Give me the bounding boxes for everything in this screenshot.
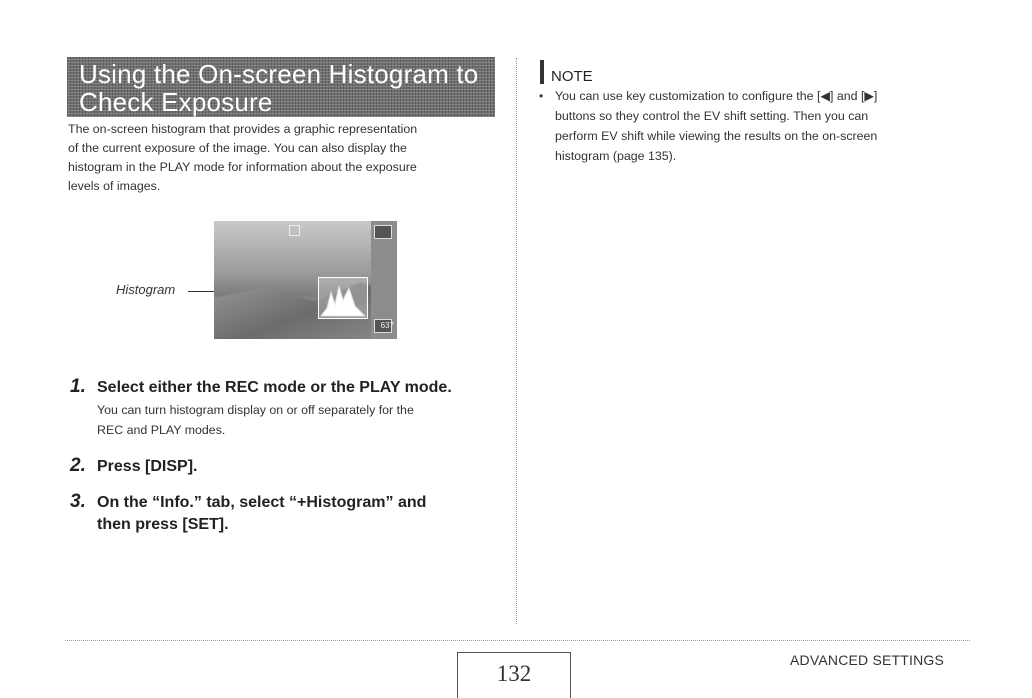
note-line: You can use key customization to configure the [◀] and [▶]	[555, 89, 878, 103]
landscape-image	[214, 276, 397, 339]
step-number: 1.	[70, 376, 86, 397]
histogram-graph	[319, 278, 367, 318]
footer-section-name: ADVANCED SETTINGS	[790, 652, 945, 668]
intro-paragraph	[68, 120, 498, 196]
note-line: buttons so they control the EV shift setting. Then you can	[555, 109, 869, 123]
step-heading	[97, 492, 507, 536]
note-body	[539, 86, 975, 166]
section-title-banner	[67, 57, 495, 117]
footer-divider	[65, 640, 970, 641]
section-title	[79, 60, 495, 116]
intro-line: of the current exposure of the image. You can also display the	[68, 141, 407, 155]
step-heading-line1: On the “Info.” tab, select “+Histogram” and	[97, 494, 427, 511]
step-body	[97, 400, 497, 440]
camera-screen-figure	[116, 221, 401, 339]
note-line: perform EV shift while viewing the results on the on-screen	[555, 129, 878, 143]
note-title: NOTE	[551, 68, 593, 85]
step-number: 2.	[70, 455, 86, 476]
page-number: 132	[457, 652, 571, 698]
image-size-icon	[374, 225, 392, 239]
step-heading-line2: then press [SET].	[97, 516, 229, 533]
intro-line: levels of images.	[68, 179, 161, 193]
step-body-line: You can turn histogram display on or off separately for the	[97, 403, 414, 417]
focus-frame-icon	[289, 225, 300, 236]
intro-line: The on-screen histogram that provides a graphic representation	[68, 122, 418, 136]
step-body-line: REC and PLAY modes.	[97, 423, 226, 437]
step-heading: Press [DISP].	[97, 458, 198, 475]
camera-screen-image	[214, 221, 397, 339]
section-title-line1: Using the On-screen Histogram to	[79, 59, 479, 89]
note-line: histogram (page 135).	[555, 149, 677, 163]
bullet-icon: •	[539, 89, 544, 103]
section-title-line2: Check Exposure	[79, 87, 273, 117]
note-marker-bar	[540, 60, 544, 84]
shots-remaining-counter: 637	[380, 321, 394, 330]
step-heading: Select either the REC mode or the PLAY mode.	[97, 379, 452, 396]
intro-line: histogram in the PLAY mode for information about the exposure	[68, 160, 417, 174]
histogram-callout-label: Histogram	[116, 282, 176, 297]
column-divider	[516, 58, 517, 624]
step-number: 3.	[70, 491, 86, 512]
histogram-overlay	[318, 277, 368, 319]
